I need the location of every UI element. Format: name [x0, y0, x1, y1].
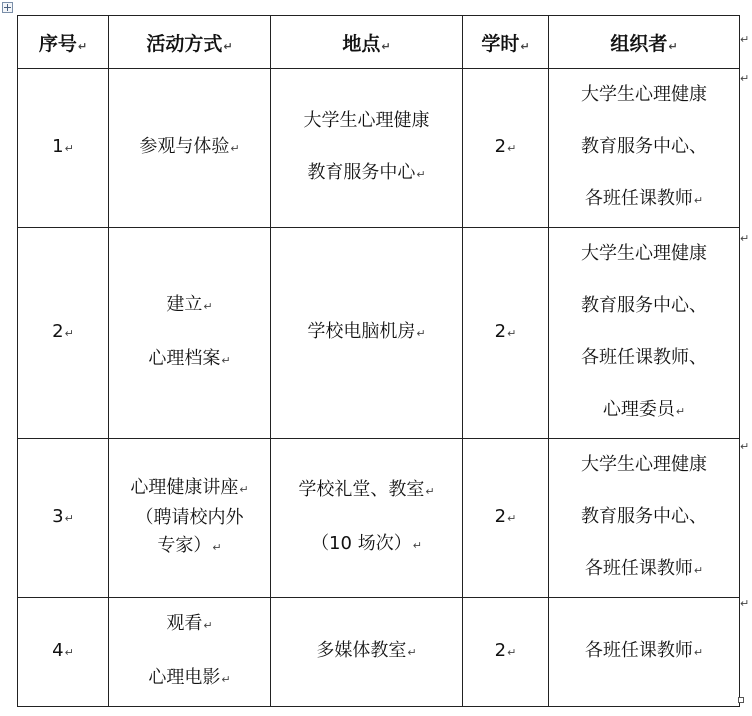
cell-hours[interactable]: 2↵ — [463, 228, 549, 439]
cell-no[interactable]: 3↵ — [18, 439, 109, 598]
table-row — [18, 439, 740, 598]
header-cell-activity[interactable]: 活动方式↵ — [109, 16, 271, 69]
cell-activity[interactable]: 参观与体验↵ — [109, 69, 271, 228]
cell-hours[interactable]: 2↵ — [463, 598, 549, 707]
cell-no[interactable]: 2↵ — [18, 228, 109, 439]
cell-no[interactable]: 4↵ — [18, 598, 109, 707]
table-row — [18, 69, 740, 228]
header-cell-organizer[interactable]: 组织者↵ — [549, 16, 740, 69]
cell-organizer[interactable]: 大学生心理健康 教育服务中心、 各班任课教师↵ — [549, 69, 740, 228]
header-cell-location[interactable]: 地点↵ — [271, 16, 463, 69]
header-cell-no[interactable]: 序号↵ — [18, 16, 109, 69]
cell-organizer[interactable]: 大学生心理健康 教育服务中心、 各班任课教师、 心理委员↵ — [549, 228, 740, 439]
table-resize-handle[interactable] — [738, 697, 744, 703]
cell-organizer[interactable]: 大学生心理健康 教育服务中心、 各班任课教师↵ — [549, 439, 740, 598]
cell-activity[interactable]: 观看↵ 心理电影↵ — [109, 598, 271, 707]
cell-hours[interactable]: 2↵ — [463, 439, 549, 598]
row-end-mark-icon: ↵ — [740, 440, 750, 453]
cell-no[interactable]: 1↵ — [18, 69, 109, 228]
cell-location[interactable]: 大学生心理健康 教育服务中心↵ — [271, 69, 463, 228]
cell-hours[interactable]: 2↵ — [463, 69, 549, 228]
header-cell-hours[interactable]: 学时↵ — [463, 16, 549, 69]
row-end-mark-icon: ↵ — [740, 72, 750, 85]
table-header-row — [18, 16, 740, 69]
table-row — [18, 598, 740, 707]
cell-activity[interactable]: 心理健康讲座↵ （聘请校内外 专家）↵ — [109, 439, 271, 598]
table-move-handle-icon[interactable] — [2, 2, 13, 13]
row-end-mark-icon: ↵ — [740, 232, 750, 245]
cell-location[interactable]: 多媒体教室↵ — [271, 598, 463, 707]
cell-organizer[interactable]: 各班任课教师↵ — [549, 598, 740, 707]
row-end-mark-icon: ↵ — [740, 33, 750, 46]
table-row — [18, 228, 740, 439]
cell-location[interactable]: 学校礼堂、教室↵ （10 场次）↵ — [271, 439, 463, 598]
row-end-mark-icon: ↵ — [740, 597, 750, 610]
cell-location[interactable]: 学校电脑机房↵ — [271, 228, 463, 439]
cell-activity[interactable]: 建立↵ 心理档案↵ — [109, 228, 271, 439]
activity-table — [17, 15, 740, 707]
